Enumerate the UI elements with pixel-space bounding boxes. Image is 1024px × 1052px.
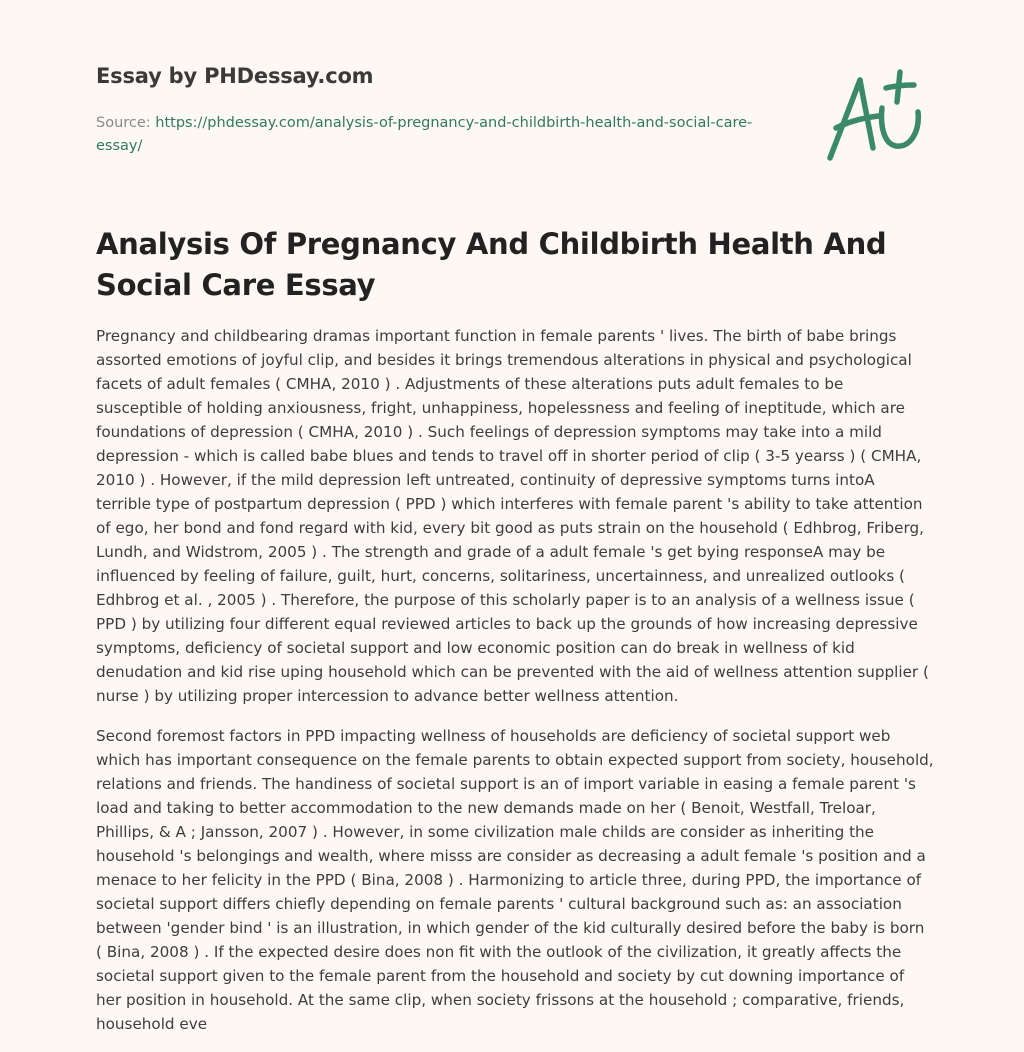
article-paragraph: Second foremost factors in PPD impacting wellness of households are deficiency of societal support web which has important consequence on the female parents to obtain expected support from society, household, relations and friends. The handiness of societal support is an of import variable in easing a female parent 's load and taking to better accommodation to the new demands made on her ( Benoit, Westfall, Treloar, Phillips, & A ; Jansson, 2007 ) . However, in some civilization male childs are consider as inheriting the household 's belongings and wealth, where misss are consider as decreasing a adult female 's position and a menace to her felicity in the PPD ( Bina, 2008 ) . Harmonizing to article three, during PPD, the importance of societal support differs chiefly depending on female parents ' cultural background such as: an association between 'gender bind ' is an illustration, in which gender of the kid culturally desired before the baby is born ( Bina, 2008 ) . If the expected desire does non fit with the outlook of the civilization, it greatly affects the societal support given to the female parent from the household and society by cut downing importance of her position in household. At the same clip, when society frissons at the household ; comparative, friends, household eve [96,727,934,1033]
source-link[interactable]: https://phdessay.com/analysis-of-pregnancy-and-childbirth-health-and-social-care-essay/ [96,115,753,154]
article-title: Analysis Of Pregnancy And Childbirth Health And Social Care Essay [96,227,887,302]
a-plus-logo-icon [818,66,930,166]
a-plus-logo-svg [818,66,930,166]
article-body [96,324,934,1052]
site-name: Essay by PHDessay.com [96,64,374,88]
source-label: Source: [96,115,156,131]
article-paragraph: Pregnancy and childbearing dramas important function in female parents ' lives. The birth of babe brings assorted emotions of joyful clip, and besides it brings tremendous alterations in physical and psychological facets of adult females ( CMHA, 2010 ) . Adjustments of these alterations puts adult females to be susceptible of holding anxiousness, fright, unhappiness, hopelessness and feeling of ineptitude, which are foundations of depression ( CMHA, 2010 ) . Such feelings of depression symptoms may take into a mild depression - which is called babe blues and tends to travel off in shorter period of clip ( 3-5 yearss ) ( CMHA, 2010 ) . However, if the mild depression left untreated, continuity of depressive symptoms turns intoA terrible type of postpartum depression ( PPD ) which interferes with female parent 's ability to take attention of ego, her bond and fond regard with kid, every bit good as puts strain on the household ( Edhbrog, Friberg, Lundh, and Widstrom, 2005 ) . The strength and grade of a adult female 's get bying responseA may be influenced by feeling of failure, guilt, hurt, concerns, solitariness, uncertainness, and unrealized outlooks ( Edhbrog et al. , 2005 ) . Therefore, the purpose of this scholarly paper is to an analysis of a wellness issue ( PPD ) by utilizing four different equal reviewed articles to back up the grounds of how increasing depressive symptoms, deficiency of societal support and low economic position can do break in wellness of kid denudation and kid rise uping household which can be prevented with the aid of wellness attention supplier ( nurse ) by utilizing proper intercession to advance better wellness attention. [96,327,929,705]
source-line [96,112,756,158]
